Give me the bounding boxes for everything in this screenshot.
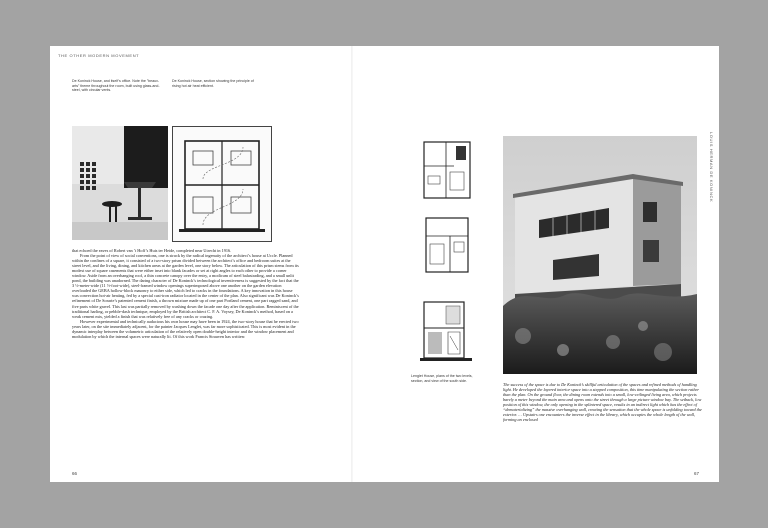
upper-floor-plan (420, 214, 474, 278)
plan-drawing-2 (420, 214, 474, 278)
paragraph: that echoed the eaves of Robert van ’t Hoff’s Huis ter Heide, completed near Utrecht in 1916. (72, 248, 232, 253)
body-text-left (72, 248, 300, 339)
page-number-left: 66 (72, 471, 78, 476)
house-photo (503, 136, 697, 374)
right-page (353, 46, 719, 482)
interior-photo-drawing (72, 126, 168, 240)
paragraph: The success of the space is due to De Koninck’s skillful articulation of the spaces and refined methods of handling light. He developed the layered interior space into a stepped composition, this time manipulating the section rather than the plan. On the ground floor, the dining room extends into a small, low-ceilinged living area, which projects barely a meter beyond the main area and opens onto the street through a large picture window bay. The setback, low position of this window, the only opening in the splintered space, results in an indirect light which has the effect of “dematerializing” the massive overhanging wall, creating the sensation that the whole space is unfolding toward the exterior. … Upstairs one encounters the inverse effect in the library, which occupies the whole length of the wall, forming an enclosed (503, 382, 702, 423)
paragraph: However experimental and technically audacious his own house may have been in 1924, the two-story house that he erected two years later, on the site immediately adjacent, for the painter Jacques Lenglet, was far more sophisticated. This is most evident in the dynamic interplay between the volumetric articulation of the relatively open double-height interior and the window placement and modulation by which the internal spaces were naturally lit. Of this work Francis Strauven has written: (72, 318, 299, 339)
house-section-drawing (420, 292, 474, 368)
paragraph: From the point of view of social conventions, one is struck by the radical ingenuity of the architect’s house at Uccle. Planned within the confines of a square, it consisted of a two-story prism divided between the architect’s office and bedroom suites at the street level, and the living, dining, and kitchen areas at the garden level, one story below. The articulation of this prism stems from its modest use of square casements that were either inset into blank facades or set at right angles to each other to provide a corner window. Aside from an overhanging roof, a thin concrete canopy over the entry, a modicum of steel balustrading, and a small unlit pond, the building was unadorned. The daring character of De Koninck’s technological inventiveness is suggested by the fact that the 3 ½-meter-wide (11 ½-foot-wide), steel-framed window openings superimposed above one another on the garden elevation overloaded the GEBA hollow-block masonry to either side, which led to cracks in the foundations. A key innovation in this house was convection hot-air heating, fed by a special cast-iron radiator located in the center of the plan. Also significant was De Koninck’s refinement of De Sorarie’s patented cement finish, a thrown mixture made up of one part Portland cement, one part ragged sand, and five parts white gravel. This last was partially removed by washing down the facade one day after the application. Reminiscent of the traditional harling, or pebble-dash technique, employed by the British architect C. F. A. Voysey, De Koninck’s method, based on a weak cement mix, yielded a finish that was relatively free of any cracks or crazing. (72, 253, 299, 319)
section-drawing-svg (173, 127, 271, 241)
page-number-right: 67 (693, 471, 699, 476)
ground-floor-plan (420, 136, 474, 204)
interior-photo (72, 126, 168, 240)
section-drawing (172, 126, 272, 242)
left-page (50, 46, 353, 482)
house-photo-drawing (503, 136, 697, 374)
plan-drawing-1 (420, 136, 474, 204)
running-head-right: LOUIS HERMAN DE KONINCK (709, 132, 714, 203)
plan-drawing-3 (420, 292, 474, 368)
plans-caption: Lenglet House, plans of the two levels, section, and view of the south side. (411, 374, 473, 383)
photo-caption-left: De Koninck House, and itself’s office. Note the "beaux-arts" theme throughout the room, built using glass-and-steel, with circular vents. (72, 79, 160, 93)
body-text-right (503, 382, 703, 422)
section-caption: De Koninck House, section showing the principle of rising hot air heat efficient. (172, 79, 254, 88)
running-head-left: THE OTHER MODERN MOVEMENT (58, 53, 140, 58)
